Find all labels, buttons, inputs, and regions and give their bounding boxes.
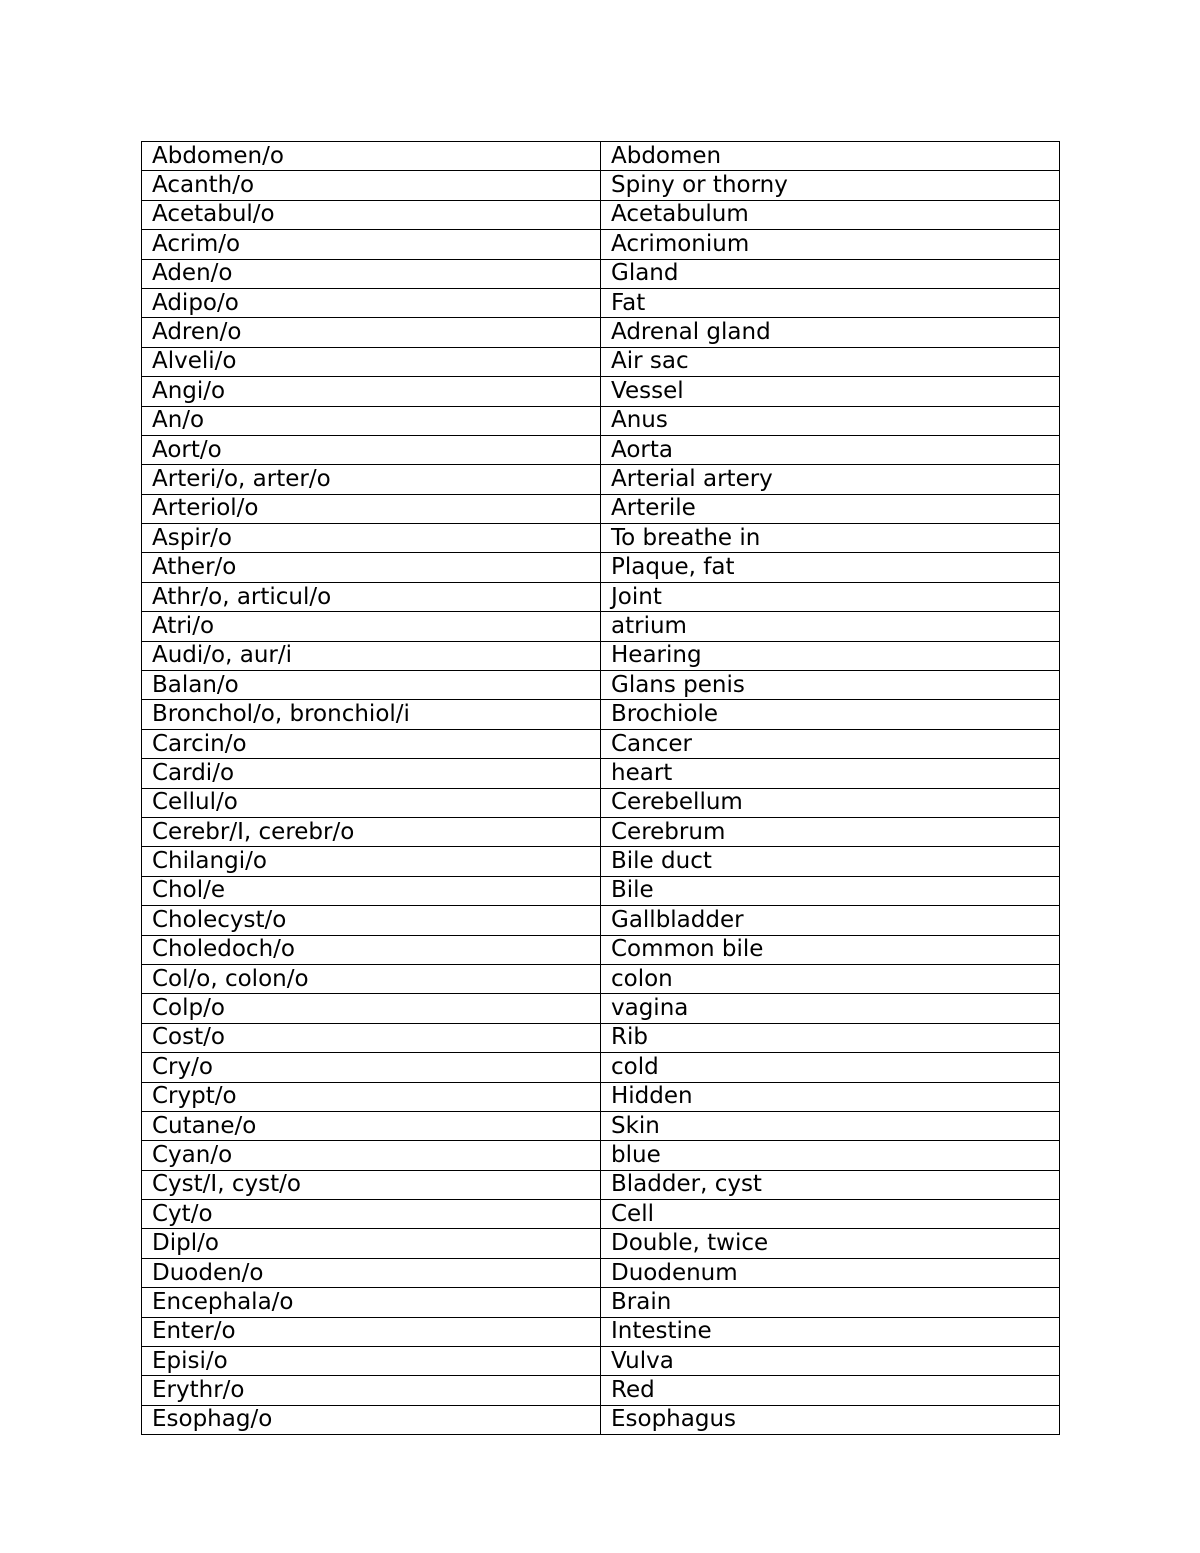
meaning-cell: Spiny or thorny	[601, 171, 1060, 200]
root-cell: Crypt/o	[142, 1082, 601, 1111]
meaning-cell: Plaque, fat	[601, 553, 1060, 582]
meaning-cell: cold	[601, 1053, 1060, 1082]
meaning-cell: Vulva	[601, 1347, 1060, 1376]
table-row	[142, 817, 1060, 846]
root-cell: Dipl/o	[142, 1229, 601, 1258]
root-cell: Aspir/o	[142, 524, 601, 553]
meaning-cell: colon	[601, 964, 1060, 993]
meaning-cell: Intestine	[601, 1317, 1060, 1346]
root-cell: Col/o, colon/o	[142, 964, 601, 993]
meaning-cell: Esophagus	[601, 1405, 1060, 1434]
table-row	[142, 1347, 1060, 1376]
root-cell: Carcin/o	[142, 729, 601, 758]
meaning-cell: Bile duct	[601, 847, 1060, 876]
table-row	[142, 288, 1060, 317]
meaning-cell: Cancer	[601, 729, 1060, 758]
meaning-cell: Anus	[601, 406, 1060, 435]
root-cell: Chilangi/o	[142, 847, 601, 876]
meaning-cell: To breathe in	[601, 524, 1060, 553]
root-cell: Cyt/o	[142, 1200, 601, 1229]
meaning-cell: Bile	[601, 876, 1060, 905]
medical-terms-table	[141, 141, 1060, 1435]
root-cell: Alveli/o	[142, 347, 601, 376]
root-cell: Cyst/I, cyst/o	[142, 1170, 601, 1199]
meaning-cell: Common bile	[601, 935, 1060, 964]
root-cell: Cyan/o	[142, 1141, 601, 1170]
meaning-cell: Double, twice	[601, 1229, 1060, 1258]
root-cell: Esophag/o	[142, 1405, 601, 1434]
root-cell: Ather/o	[142, 553, 601, 582]
root-cell: Athr/o, articul/o	[142, 582, 601, 611]
table-row	[142, 1229, 1060, 1258]
meaning-cell: blue	[601, 1141, 1060, 1170]
root-cell: Acrim/o	[142, 230, 601, 259]
root-cell: Audi/o, aur/i	[142, 641, 601, 670]
table-row	[142, 964, 1060, 993]
meaning-cell: Bladder, cyst	[601, 1170, 1060, 1199]
table-row	[142, 935, 1060, 964]
meaning-cell: Vessel	[601, 377, 1060, 406]
meaning-cell: Glans penis	[601, 671, 1060, 700]
root-cell: Colp/o	[142, 994, 601, 1023]
table-row	[142, 171, 1060, 200]
meaning-cell: Cerebrum	[601, 817, 1060, 846]
table-row	[142, 612, 1060, 641]
meaning-cell: Aorta	[601, 435, 1060, 464]
root-cell: Bronchol/o, bronchiol/i	[142, 700, 601, 729]
table-row	[142, 1258, 1060, 1287]
table-row	[142, 318, 1060, 347]
root-cell: Balan/o	[142, 671, 601, 700]
meaning-cell: Hidden	[601, 1082, 1060, 1111]
table-body	[142, 142, 1060, 1435]
meaning-cell: Red	[601, 1376, 1060, 1405]
table-row	[142, 1405, 1060, 1434]
table-row	[142, 671, 1060, 700]
meaning-cell: atrium	[601, 612, 1060, 641]
meaning-cell: Rib	[601, 1023, 1060, 1052]
table-row	[142, 553, 1060, 582]
table-row	[142, 641, 1060, 670]
meaning-cell: vagina	[601, 994, 1060, 1023]
root-cell: Aort/o	[142, 435, 601, 464]
table-row	[142, 1288, 1060, 1317]
root-cell: Cry/o	[142, 1053, 601, 1082]
root-cell: Aden/o	[142, 259, 601, 288]
meaning-cell: Gallbladder	[601, 906, 1060, 935]
table-row	[142, 259, 1060, 288]
table-row	[142, 1170, 1060, 1199]
table-row	[142, 759, 1060, 788]
table-row	[142, 582, 1060, 611]
root-cell: Cellul/o	[142, 788, 601, 817]
table-row	[142, 524, 1060, 553]
table-row	[142, 435, 1060, 464]
root-cell: Adren/o	[142, 318, 601, 347]
meaning-cell: Fat	[601, 288, 1060, 317]
root-cell: Adipo/o	[142, 288, 601, 317]
table-row	[142, 847, 1060, 876]
root-cell: Cholecyst/o	[142, 906, 601, 935]
root-cell: Choledoch/o	[142, 935, 601, 964]
meaning-cell: heart	[601, 759, 1060, 788]
root-cell: Encephala/o	[142, 1288, 601, 1317]
table-row	[142, 906, 1060, 935]
root-cell: An/o	[142, 406, 601, 435]
meaning-cell: Gland	[601, 259, 1060, 288]
table-row	[142, 700, 1060, 729]
meaning-cell: Cerebellum	[601, 788, 1060, 817]
meaning-cell: Acrimonium	[601, 230, 1060, 259]
table-row	[142, 1200, 1060, 1229]
table-row	[142, 1141, 1060, 1170]
table-row	[142, 377, 1060, 406]
table-row	[142, 788, 1060, 817]
meaning-cell: Acetabulum	[601, 200, 1060, 229]
root-cell: Erythr/o	[142, 1376, 601, 1405]
meaning-cell: Cell	[601, 1200, 1060, 1229]
table-row	[142, 1023, 1060, 1052]
meaning-cell: Brain	[601, 1288, 1060, 1317]
meaning-cell: Arterile	[601, 494, 1060, 523]
meaning-cell: Brochiole	[601, 700, 1060, 729]
meaning-cell: Adrenal gland	[601, 318, 1060, 347]
root-cell: Cardi/o	[142, 759, 601, 788]
table-row	[142, 494, 1060, 523]
root-cell: Acetabul/o	[142, 200, 601, 229]
meaning-cell: Joint	[601, 582, 1060, 611]
table-row	[142, 1317, 1060, 1346]
root-cell: Cost/o	[142, 1023, 601, 1052]
table-row	[142, 200, 1060, 229]
root-cell: Atri/o	[142, 612, 601, 641]
root-cell: Acanth/o	[142, 171, 601, 200]
root-cell: Episi/o	[142, 1347, 601, 1376]
meaning-cell: Duodenum	[601, 1258, 1060, 1287]
table-row	[142, 230, 1060, 259]
root-cell: Arteriol/o	[142, 494, 601, 523]
meaning-cell: Skin	[601, 1111, 1060, 1140]
meaning-cell: Hearing	[601, 641, 1060, 670]
root-cell: Enter/o	[142, 1317, 601, 1346]
table-row	[142, 1053, 1060, 1082]
table-row	[142, 1111, 1060, 1140]
table-row	[142, 994, 1060, 1023]
table-row	[142, 729, 1060, 758]
table-row	[142, 406, 1060, 435]
table-row	[142, 347, 1060, 376]
meaning-cell: Air sac	[601, 347, 1060, 376]
meaning-cell: Arterial artery	[601, 465, 1060, 494]
table-row	[142, 876, 1060, 905]
table-row	[142, 142, 1060, 171]
table-row	[142, 465, 1060, 494]
root-cell: Cerebr/I, cerebr/o	[142, 817, 601, 846]
root-cell: Chol/e	[142, 876, 601, 905]
root-cell: Angi/o	[142, 377, 601, 406]
meaning-cell: Abdomen	[601, 142, 1060, 171]
table-row	[142, 1082, 1060, 1111]
root-cell: Abdomen/o	[142, 142, 601, 171]
root-cell: Duoden/o	[142, 1258, 601, 1287]
root-cell: Cutane/o	[142, 1111, 601, 1140]
table-row	[142, 1376, 1060, 1405]
root-cell: Arteri/o, arter/o	[142, 465, 601, 494]
